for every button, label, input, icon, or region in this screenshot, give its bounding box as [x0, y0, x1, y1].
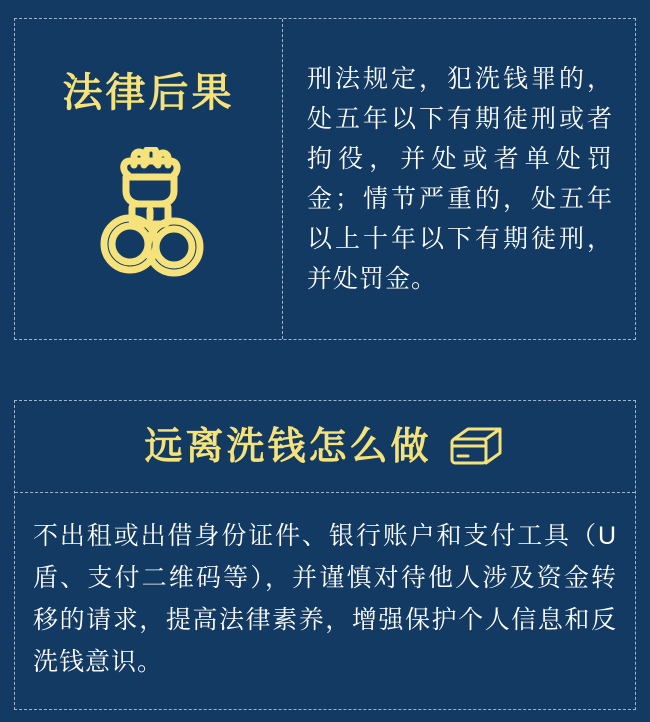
prevention-card — [14, 400, 636, 710]
handcuffs-icon — [74, 147, 224, 282]
legal-consequence-heading: 法律后果 — [62, 71, 235, 115]
legal-consequence-paragraph: 刑法规定，犯洗钱罪的，处五年以下有期徒刑或者拘役，并处或者单处罚金；情节严重的，处五年以上十年以下有期徒刑，并处罚金。 — [307, 65, 613, 293]
legal-consequence-text-panel — [283, 19, 635, 339]
prevention-heading-band — [15, 401, 635, 493]
prevention-heading: 远离洗钱怎么做 — [144, 425, 432, 468]
prevention-text-panel — [15, 493, 635, 709]
legal-consequence-card — [14, 18, 636, 340]
legal-consequence-heading-panel — [15, 19, 283, 339]
bank-card-icon — [448, 425, 506, 469]
prevention-paragraph: 不出租或出借身份证件、银行账户和支付工具（U盾、支付二维码等），并谨慎对待他人涉及资金转移的请求，提高法律素养，增强保护个人信息和反洗钱意识。 — [33, 522, 617, 676]
